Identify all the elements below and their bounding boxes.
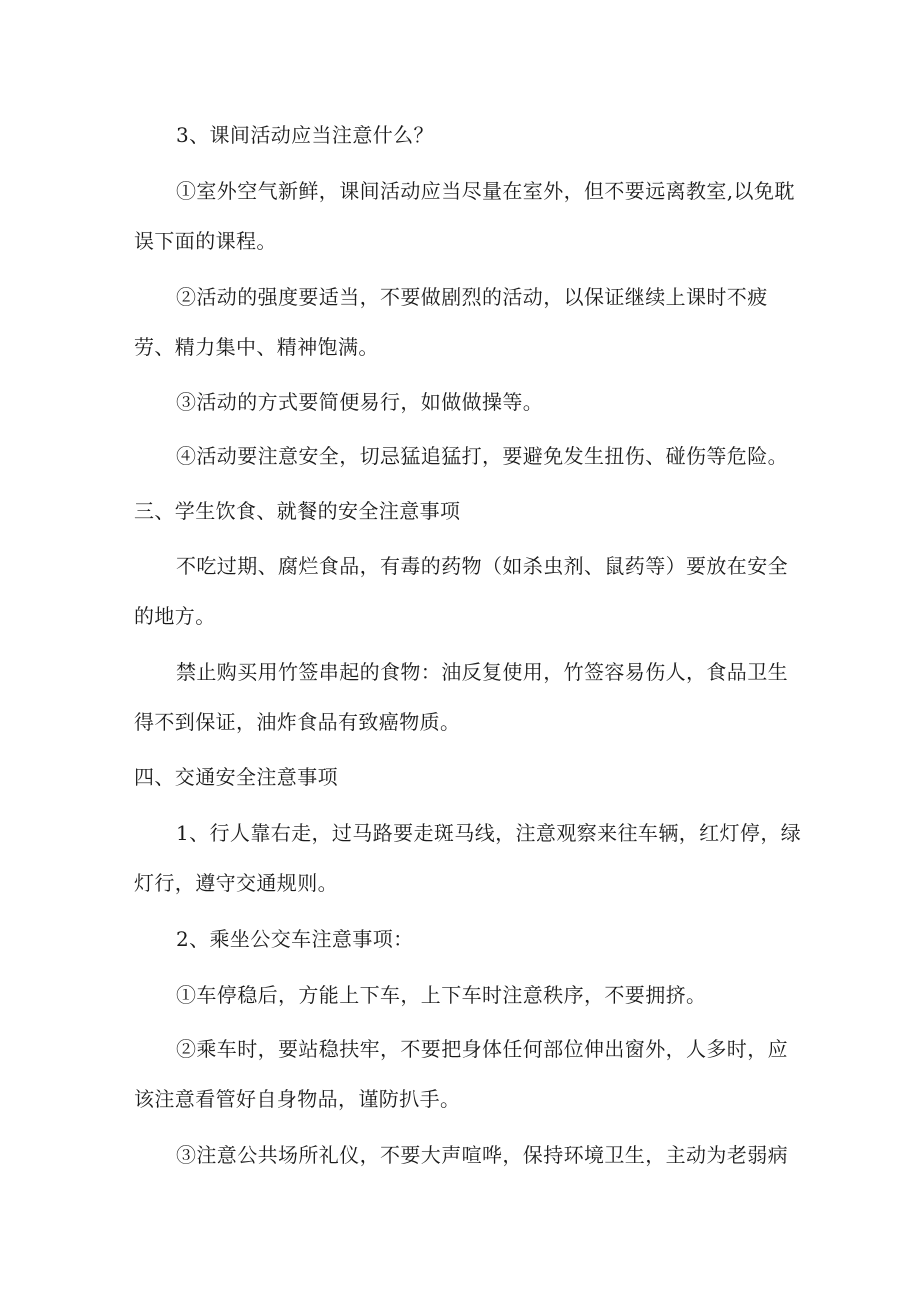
paragraph-line: ①室外空气新鲜，课间活动应当尽量在室外，但不要远离教室,以免耽 bbox=[176, 179, 795, 203]
paragraph-line: 禁止购买用竹签串起的食物：油反复使用，竹签容易伤人，食品卫生 bbox=[176, 660, 788, 684]
paragraph-line: 的地方。 bbox=[134, 604, 216, 628]
paragraph-line: ③活动的方式要简便易行，如做做操等。 bbox=[176, 390, 544, 414]
paragraph-line: ④活动要注意安全，切忌猛追猛打，要避免发生扭伤、碰伤等危险。 bbox=[176, 444, 788, 468]
sub-heading-2: 2、乘坐公交车注意事项： bbox=[176, 927, 414, 951]
paragraph-line: 1、行人靠右走，过马路要走斑马线，注意观察来往车辆，红灯停，绿 bbox=[176, 821, 802, 845]
paragraph-line: 得不到保证，油炸食品有致癌物质。 bbox=[134, 710, 461, 734]
paragraph-line: ③注意公共场所礼仪，不要大声喧哗，保持环境卫生，主动为老弱病 bbox=[176, 1143, 788, 1167]
paragraph-line: 劳、精力集中、精神饱满。 bbox=[134, 335, 379, 359]
paragraph-line: ②乘车时，要站稳扶牢，不要把身体任何部位伸出窗外，人多时，应 bbox=[176, 1037, 788, 1061]
section-heading-3: 三、学生饮食、就餐的安全注意事项 bbox=[134, 499, 461, 523]
paragraph-line: 不吃过期、腐烂食品，有毒的药物（如杀虫剂、鼠药等）要放在安全 bbox=[176, 554, 788, 578]
question-heading-3: 3、课间活动应当注意什么？ bbox=[176, 123, 434, 147]
paragraph-line: 该注意看管好自身物品，谨防扒手。 bbox=[134, 1087, 461, 1111]
paragraph-line: ①车停稳后，方能上下车，上下车时注意秩序，不要拥挤。 bbox=[176, 983, 707, 1007]
paragraph-line: 误下面的课程。 bbox=[134, 229, 277, 253]
paragraph-line: ②活动的强度要适当，不要做剧烈的活动，以保证继续上课时不疲 bbox=[176, 285, 768, 309]
paragraph-line: 灯行，遵守交通规则。 bbox=[134, 871, 338, 895]
section-heading-4: 四、交通安全注意事项 bbox=[134, 765, 338, 789]
